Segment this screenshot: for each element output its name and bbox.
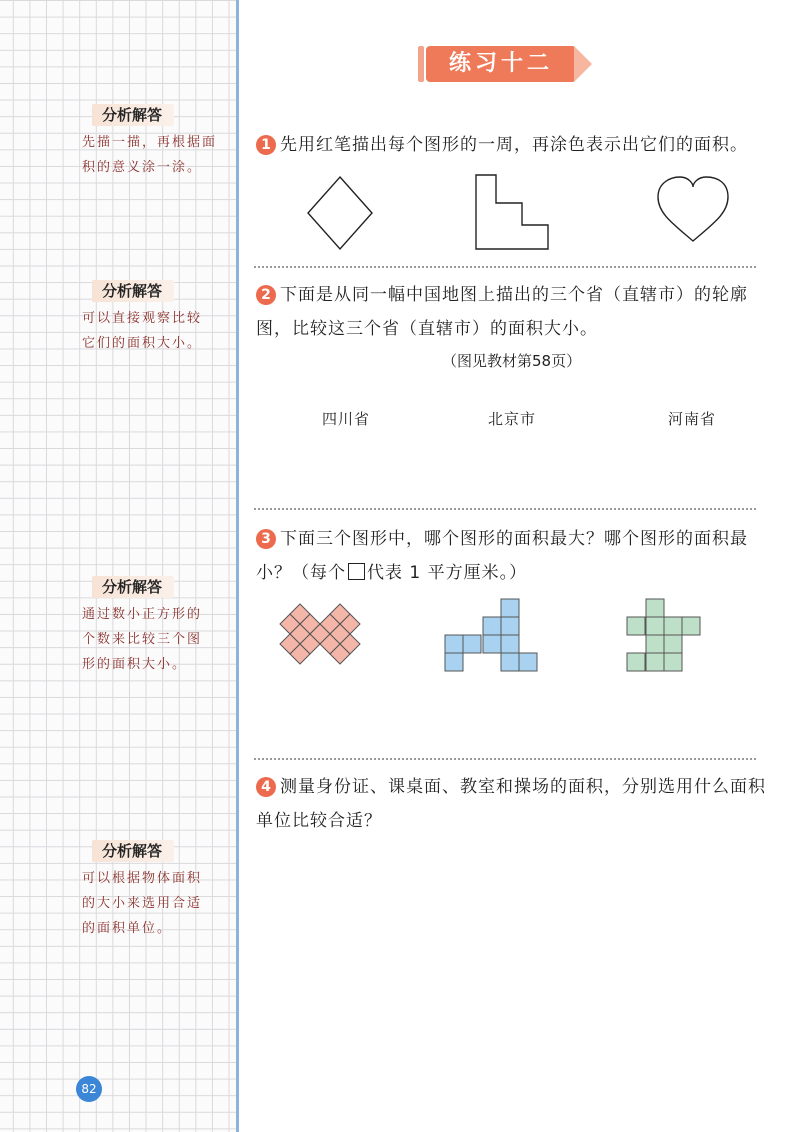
green-squares-figure[interactable] (626, 598, 706, 674)
stair-shape[interactable] (476, 175, 548, 249)
question-text: 先用红笔描出每个图形的一周，再涂色表示出它们的面积。 (280, 135, 748, 155)
question-text-after: 代表 1 平方厘米。） (367, 563, 528, 583)
analysis-note-1 (82, 104, 230, 180)
province-beijing: 北京市 (488, 410, 537, 428)
section-divider (254, 758, 756, 760)
province-henan: 河南省 (668, 410, 717, 428)
question-number: 2 (256, 285, 276, 305)
question-4 (256, 770, 766, 838)
note-heading: 分析解答 (92, 280, 174, 302)
title-arrow (574, 46, 592, 82)
section-divider (254, 266, 756, 268)
page-title: 练习十二 (426, 46, 576, 82)
question-text-before: 下面三个图形中，哪个图形的面积最大？哪个图形的面积最小？（每个 (256, 529, 748, 583)
question-number: 4 (256, 777, 276, 797)
heart-shape[interactable] (658, 177, 728, 241)
analysis-note-3 (82, 576, 230, 677)
section-divider (254, 508, 756, 510)
unit-square-icon (348, 563, 365, 580)
note-body: 可以根据物体面积 的大小来选用合适 的面积单位。 (82, 871, 203, 936)
analysis-note-4 (82, 840, 230, 941)
note-body: 可以直接观察比较 它们的面积大小。 (82, 311, 203, 351)
exercise-title-banner (418, 44, 594, 84)
diamond-shape[interactable] (308, 177, 372, 249)
province-sichuan: 四川省 (322, 410, 371, 428)
textbook-reference: （图见教材第58页） (442, 352, 582, 370)
q1-shapes (300, 175, 760, 255)
note-body: 先描一描，再根据面 积的意义涂一涂。 (82, 135, 218, 175)
title-left-tab (418, 46, 424, 82)
question-text: 测量身份证、课桌面、教室和操场的面积，分别选用什么面积单位比较合适？ (256, 777, 766, 831)
question-text: 下面是从同一幅中国地图上描出的三个省（直辖市）的轮廓图，比较这三个省（直辖市）的面积大小。 (256, 285, 748, 339)
question-2 (256, 278, 766, 346)
note-body: 通过数小正方形的 个数来比较三个图 形的面积大小。 (82, 607, 203, 672)
sidebar-divider (236, 0, 239, 1132)
question-1 (256, 128, 766, 162)
note-heading: 分析解答 (92, 104, 174, 126)
pink-diamond-figure[interactable] (280, 604, 364, 666)
blue-squares-figure[interactable] (444, 598, 544, 674)
question-number: 1 (256, 135, 276, 155)
question-3 (256, 522, 766, 590)
analysis-note-2 (82, 280, 230, 356)
question-number: 3 (256, 529, 276, 549)
note-heading: 分析解答 (92, 840, 174, 862)
page-number: 82 (76, 1076, 102, 1102)
note-heading: 分析解答 (92, 576, 174, 598)
